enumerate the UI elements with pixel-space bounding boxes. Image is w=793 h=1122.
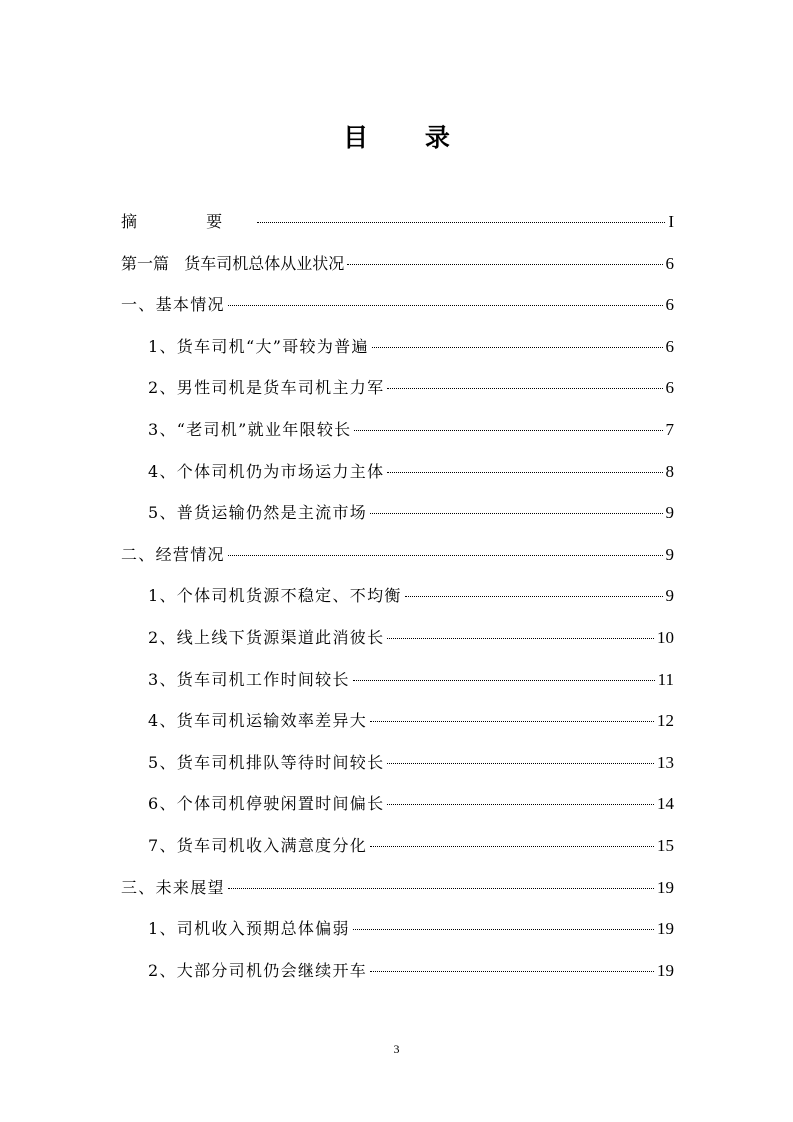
dot-leader: [370, 513, 662, 514]
toc-entry-page: 9: [665, 586, 674, 606]
toc-entry[interactable]: [121, 783, 674, 825]
toc-entry-page: 19: [657, 919, 674, 939]
toc-entry[interactable]: [121, 617, 674, 659]
toc-entry-page: 12: [657, 711, 674, 731]
toc-entry-basic-situation[interactable]: [121, 284, 674, 326]
dot-leader: [372, 347, 663, 348]
toc-entry-label: 二、经营情况: [121, 544, 225, 564]
toc-entry-label: 4、个体司机仍为市场运力主体: [148, 461, 385, 481]
toc-entry[interactable]: [121, 908, 674, 950]
toc-entry-page: 9: [665, 503, 674, 523]
page-number: 3: [393, 1042, 400, 1056]
toc-entry-page: 19: [657, 877, 674, 897]
toc-entry-page: 7: [665, 419, 674, 439]
table-of-contents: [121, 201, 674, 991]
toc-entry-label: 2、线上线下货源渠道此消彼长: [148, 627, 385, 647]
toc-entry-part-one[interactable]: [121, 243, 674, 285]
dot-leader: [387, 638, 654, 639]
toc-entry-page: 6: [665, 378, 674, 398]
toc-entry-page: 13: [657, 752, 674, 772]
toc-entry[interactable]: [121, 742, 674, 784]
dot-leader: [370, 971, 654, 972]
toc-entry-page: 15: [657, 835, 674, 855]
toc-entry-page: 6: [665, 253, 674, 273]
toc-entry-page: 6: [665, 336, 674, 356]
dot-leader: [387, 388, 662, 389]
toc-entry-page: 11: [657, 669, 674, 689]
toc-entry-page: 6: [665, 295, 674, 315]
toc-entry-abstract[interactable]: [121, 201, 674, 243]
toc-entry[interactable]: [121, 492, 674, 534]
toc-entry-label: 3、货车司机工作时间较长: [148, 669, 350, 689]
dot-leader: [228, 305, 663, 306]
toc-entry[interactable]: [121, 326, 674, 368]
toc-entry[interactable]: [121, 367, 674, 409]
dot-leader: [257, 222, 665, 223]
toc-entry-operations[interactable]: [121, 534, 674, 576]
toc-entry-page: 19: [657, 960, 674, 980]
toc-entry[interactable]: [121, 950, 674, 992]
toc-entry-page: 14: [657, 794, 674, 814]
toc-entry-label: 2、男性司机是货车司机主力军: [148, 378, 385, 398]
toc-entry[interactable]: [121, 409, 674, 451]
toc-entry-label: 3、“老司机”就业年限较长: [148, 419, 352, 439]
toc-entry-page: 9: [665, 544, 674, 564]
dot-leader: [387, 763, 654, 764]
toc-entry-label: 第一篇 货车司机总体从业状况: [121, 253, 345, 273]
dot-leader: [228, 555, 663, 556]
toc-entry-outlook[interactable]: [121, 867, 674, 909]
toc-entry-page: 8: [665, 461, 674, 481]
dot-leader: [405, 596, 663, 597]
dot-leader: [353, 929, 654, 930]
page-title: 目 录: [343, 123, 474, 152]
toc-entry-label: 5、货车司机排队等待时间较长: [148, 752, 385, 772]
toc-entry-label: 4、货车司机运输效率差异大: [148, 711, 368, 731]
toc-entry[interactable]: [121, 700, 674, 742]
toc-entry-label: 5、普货运输仍然是主流市场: [148, 503, 368, 523]
toc-entry[interactable]: [121, 825, 674, 867]
dot-leader: [347, 264, 662, 265]
dot-leader: [370, 846, 654, 847]
toc-entry-label: 6、个体司机停驶闲置时间偏长: [148, 794, 385, 814]
toc-entry-label: 三、未来展望: [121, 877, 225, 897]
toc-entry[interactable]: [121, 575, 674, 617]
toc-entry[interactable]: [121, 451, 674, 493]
toc-entry[interactable]: [121, 659, 674, 701]
dot-leader: [354, 430, 662, 431]
dot-leader: [387, 472, 662, 473]
toc-entry-label: 一、基本情况: [121, 295, 225, 315]
dot-leader: [370, 721, 654, 722]
toc-entry-label: 7、货车司机收入满意度分化: [148, 835, 368, 855]
dot-leader: [353, 680, 655, 681]
toc-entry-page: 10: [657, 627, 674, 647]
toc-entry-label: 摘 要: [121, 212, 255, 231]
toc-entry-label: 2、大部分司机仍会继续开车: [148, 960, 368, 980]
toc-entry-page: I: [668, 212, 674, 231]
toc-entry-label: 1、司机收入预期总体偏弱: [148, 919, 350, 939]
toc-entry-label: 1、个体司机货源不稳定、不均衡: [148, 586, 402, 606]
dot-leader: [387, 804, 654, 805]
dot-leader: [228, 888, 654, 889]
toc-entry-label: 1、货车司机“大”哥较为普遍: [148, 336, 369, 356]
